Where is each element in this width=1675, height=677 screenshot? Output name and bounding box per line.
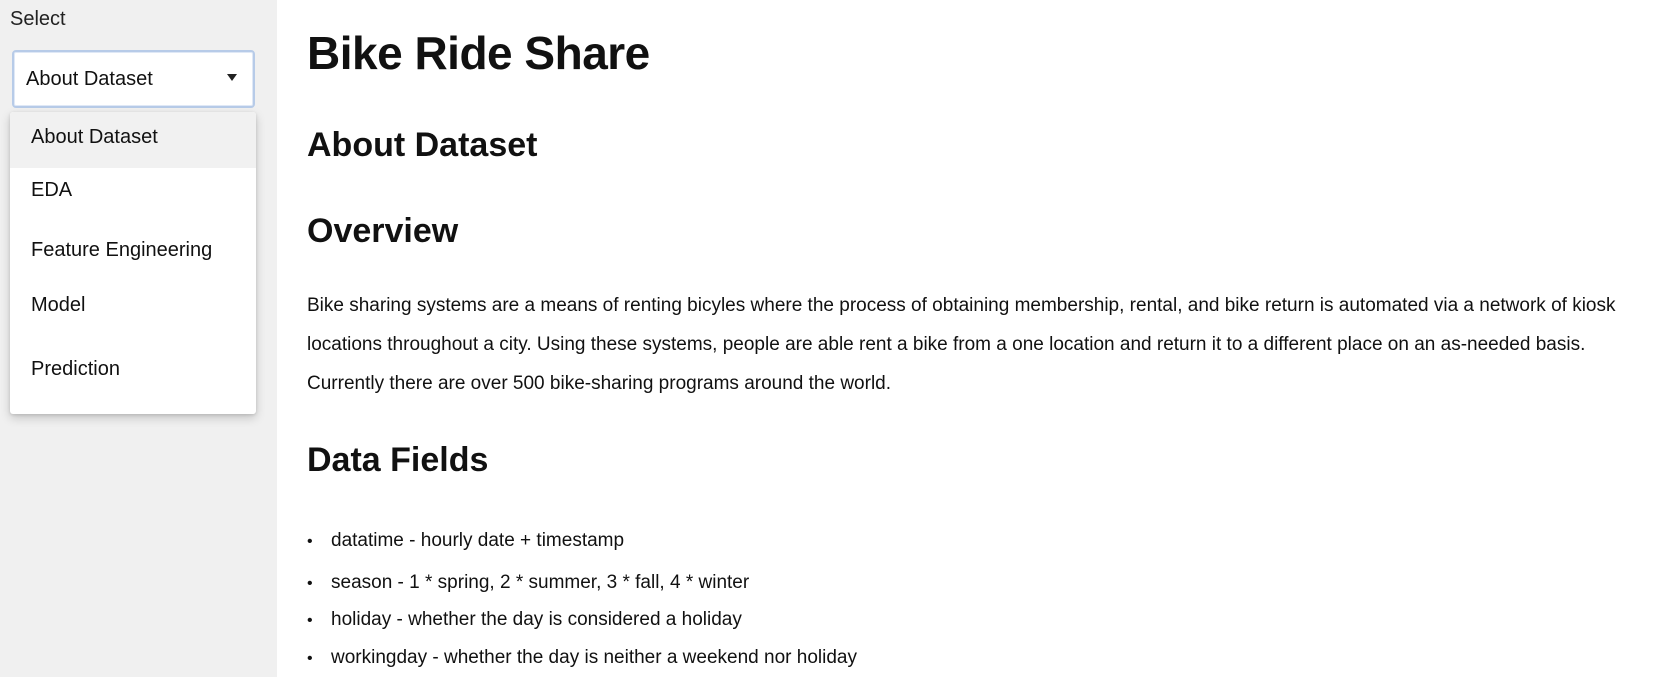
- data-field-item: [307, 647, 857, 669]
- select-current-value: About Dataset: [26, 68, 153, 90]
- overview-heading: Overview: [307, 212, 459, 250]
- caret-down-icon: [227, 74, 237, 81]
- data-field-text: holiday - whether the day is considered a holiday: [331, 609, 742, 630]
- dropdown-option-model[interactable]: Model: [31, 294, 86, 316]
- data-field-item: [307, 530, 624, 552]
- data-fields-heading: Data Fields: [307, 441, 489, 479]
- bullet-icon: •: [307, 612, 313, 629]
- page-title: Bike Ride Share: [307, 27, 650, 79]
- dropdown-option-prediction[interactable]: Prediction: [31, 358, 120, 380]
- bullet-icon: •: [307, 650, 313, 667]
- dropdown-menu: [10, 112, 256, 414]
- bullet-icon: •: [307, 533, 313, 550]
- dropdown-option-feature-engineering[interactable]: Feature Engineering: [31, 239, 213, 261]
- data-field-text: datatime - hourly date + timestamp: [331, 530, 625, 551]
- sidebar: [0, 0, 277, 677]
- page-select-dropdown[interactable]: [12, 50, 255, 108]
- overview-paragraph: Bike sharing systems are a means of renting bicyles where the process of obtaining membership, rental, and bike return is automated via a network of kiosk locations throughout a city. Using these systems, people are able rent a bike from a one location and return it to a different place on an as-needed basis. Currently there are over 500 bike-sharing programs around the world.: [307, 295, 1616, 394]
- bullet-icon: •: [307, 575, 313, 592]
- data-field-item: [307, 572, 749, 594]
- data-field-text: workingday - whether the day is neither a weekend nor holiday: [331, 647, 857, 668]
- dropdown-option-eda[interactable]: EDA: [31, 179, 73, 201]
- select-label: Select: [10, 8, 66, 30]
- data-field-item: [307, 609, 742, 631]
- dropdown-option-about-dataset[interactable]: About Dataset: [10, 112, 256, 168]
- main-content: [307, 0, 1667, 677]
- data-field-text: season - 1 * spring, 2 * summer, 3 * fall, 4 * winter: [331, 572, 750, 593]
- about-dataset-heading: About Dataset: [307, 126, 538, 164]
